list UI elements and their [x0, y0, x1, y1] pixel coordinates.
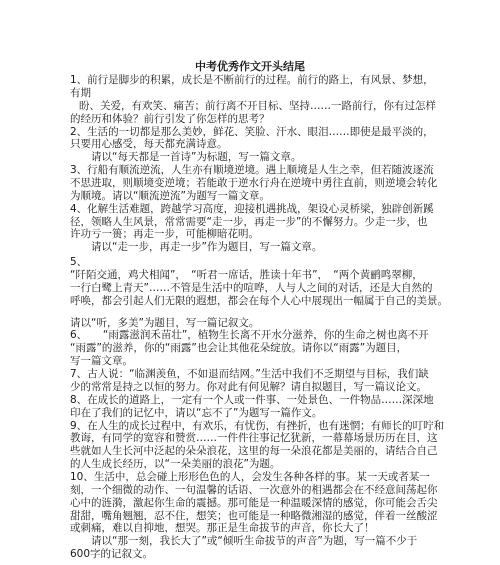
text-line: 径，领略人生风景，常常需要“走一步，再走一步”的不懈努力。少走一步，也: [70, 215, 428, 228]
document-title: 中考优秀作文开头结尾: [195, 60, 305, 74]
text-line: 的经历和体验？前行引发了你怎样的思考？: [70, 112, 270, 125]
text-line: 有期: [70, 86, 91, 99]
text-line: 只要用心感受，每天都充满诗意。: [70, 138, 228, 151]
text-line: 8、在成长的道路上，一定有一个人或一件事、一处景色、一件物品……深深地: [70, 393, 434, 406]
text-line: 6、 “雨露滋润禾苗壮”，植物生长离不开水分滋养，你的生命之树也离不开: [70, 329, 429, 342]
text-line: 少的常常是持之以恒的努力。你对此有何见解？请自拟题目，写一篇议论文。: [70, 380, 427, 393]
text-line: 的人生成长经历，以“一朵美丽的浪花”为题。: [70, 458, 281, 471]
text-line: 心中的涟漪，激起你生命的震撼。那可能是一种温暖深情的感觉，你可能会舌尖: [70, 496, 438, 509]
text-line: 2、生活的一切都是那么美妙，鲜花、笑脸、汗水、眼泪……即使是最平淡的，: [70, 125, 434, 138]
text-line: 为顺境。请以“顺流逆流”为题写一篇文章。: [70, 189, 270, 202]
text-line: 600字的记叙文。: [70, 548, 154, 561]
text-line: 请以“听，多美”为题目，写一篇记叙文。: [70, 316, 260, 329]
text-line: 盼、关爱，有欢笑、痛苦；前行离不开目标、坚持……一路前行，你有过怎样: [79, 99, 436, 112]
text-line: 请以“那一刻，我长大了”或“倾听生命拔节的声音”为题，写一篇不少于: [91, 535, 418, 548]
text-line: 7、古人说：“临渊羡鱼，不如退而结网。”生活中我们不乏期望与目标，我们缺: [70, 368, 429, 380]
text-line: 教诲，有同学的宽容和赞赏……一件件往事记忆犹新，一幕幕场景历历在目，这: [70, 432, 438, 445]
text-line: “雨露”的滋养，你的“雨露”也会让其他花朵绽放。请你以“雨露”为题目，: [70, 342, 408, 355]
text-line: 9、在人生的成长过程中，有欢乐，有忧伤，有挫折，也有迷惘；有师长的叮咛和: [70, 419, 445, 432]
text-line: 4、化解生活难题，跨越学习高度，迎接机遇挑战，架设心灵桥梁，独辟创新蹊: [70, 202, 434, 215]
text-line: 甜甜，嘴角翘翘，忍不住，想笑；也可能是一种略微湘湿的感觉，伴着一丝酸涩: [70, 509, 438, 522]
text-line: 写一篇文章。: [70, 355, 133, 368]
text-line: 1、前行是脚步的积累，成长是不断前行的过程。前行的路上，有风景、梦想，: [70, 74, 434, 86]
text-line: “阡陌交通，鸡犬相闻”， “听君一席话，胜读十年书”， “两个黄鹂鸣翠柳，: [70, 269, 423, 281]
text-line: 请以“每天都是一首诗”为标题，写一篇文章。: [91, 151, 302, 164]
text-line: 印在了我们的记忆中，请以“忘不了”为题写一篇作文。: [70, 406, 323, 419]
text-line: 或刺痛，难以自抑地，想哭。那正是生命拔节的声音，你长大了！: [70, 522, 375, 535]
text-line: 许功亏一篑；再走一步，可能柳暗花明。: [70, 228, 259, 241]
text-line: 请以“走一步，再走一步”作为题目，写一篇文章。: [91, 241, 323, 254]
text-line: 5、: [70, 256, 88, 269]
text-line: 3、行船有顺流逆流，人生亦有顺境逆境。遇上顺境是人生之幸，但若随波逐流: [70, 164, 434, 177]
text-line: 10、生活中，总会碰上形形色色的人，会发生各种各样的事。某一天或者某一: [70, 470, 430, 483]
text-line: 不思进取，则顺境变逆境；若能敢于逆水行舟在逆境中勇往直前，则逆境会转化: [70, 176, 438, 189]
text-line: 刻，一个细微的动作、一句温馨的话语、一次意外的相遇都会在不经意间荡起你: [70, 483, 438, 496]
text-line: 些就如人生长河中泛起的朵朵浪花，这里的每一朵浪花都是美丽的，请结合自己: [70, 445, 438, 458]
text-line: 呼唤，都会引起人们无限的遐想，都会在每个人心中展现出一幅属于自己的美景。: [70, 294, 448, 307]
text-line: 一行白鹭上青天”……不管是生活中的喧哗，人与人之间的对话，还是大自然的: [70, 281, 433, 294]
